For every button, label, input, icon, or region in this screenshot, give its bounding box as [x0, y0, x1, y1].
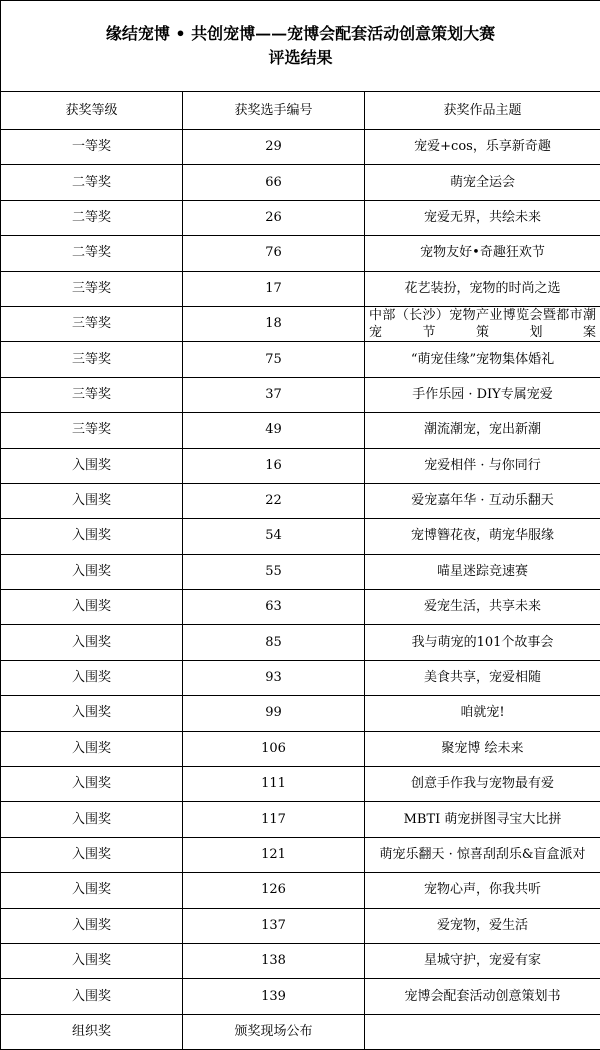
cell-theme — [365, 1014, 600, 1049]
table-row — [1, 908, 600, 943]
title-line-2: 评选结果 — [268, 48, 333, 67]
table-row — [1, 165, 600, 200]
cell-theme: 咱就宠! — [365, 696, 600, 731]
cell-number: 99 — [183, 696, 365, 731]
cell-number: 85 — [183, 625, 365, 660]
cell-theme: 宠爱+cos，乐享新奇趣 — [365, 130, 600, 165]
cell-theme: 爱宠嘉年华 · 互动乐翻天 — [365, 483, 600, 518]
cell-number: 93 — [183, 660, 365, 695]
cell-theme: MBTI 萌宠拼图寻宝大比拼 — [365, 802, 600, 837]
cell-number: 66 — [183, 165, 365, 200]
cell-number: 63 — [183, 590, 365, 625]
cell-number: 26 — [183, 200, 365, 235]
cell-number: 138 — [183, 943, 365, 978]
cell-theme: 手作乐园 · DIY专属宠爱 — [365, 377, 600, 412]
table-row — [1, 837, 600, 872]
cell-level: 组织奖 — [1, 1014, 183, 1049]
cell-theme: 创意手作我与宠物最有爱 — [365, 767, 600, 802]
cell-number: 117 — [183, 802, 365, 837]
page-title — [1, 1, 600, 92]
table-row — [1, 660, 600, 695]
table-row — [1, 271, 600, 306]
cell-level: 入围奖 — [1, 837, 183, 872]
table-row — [1, 413, 600, 448]
cell-level: 二等奖 — [1, 165, 183, 200]
cell-theme: 宠爱相伴 · 与你同行 — [365, 448, 600, 483]
cell-number: 17 — [183, 271, 365, 306]
table-row — [1, 979, 600, 1014]
title-row — [1, 1, 600, 92]
cell-theme: 宠爱无界，共绘未来 — [365, 200, 600, 235]
cell-theme: 聚宠博 绘未来 — [365, 731, 600, 766]
cell-number: 54 — [183, 519, 365, 554]
table-row — [1, 236, 600, 271]
cell-number: 75 — [183, 342, 365, 377]
table-row — [1, 377, 600, 412]
table-row — [1, 802, 600, 837]
cell-number: 121 — [183, 837, 365, 872]
cell-level: 二等奖 — [1, 236, 183, 271]
cell-theme: 中部（长沙）宠物产业博览会暨都市潮宠节策划案 — [365, 306, 600, 341]
table-row — [1, 1014, 600, 1049]
cell-number: 49 — [183, 413, 365, 448]
cell-theme: 花艺装扮，宠物的时尚之选 — [365, 271, 600, 306]
cell-number: 55 — [183, 554, 365, 589]
table-row — [1, 342, 600, 377]
cell-theme: 宠物心声，你我共听 — [365, 873, 600, 908]
table-row — [1, 200, 600, 235]
cell-theme: 爱宠生活，共享未来 — [365, 590, 600, 625]
cell-level: 入围奖 — [1, 802, 183, 837]
cell-number: 106 — [183, 731, 365, 766]
cell-theme: 萌宠全运会 — [365, 165, 600, 200]
cell-level: 一等奖 — [1, 130, 183, 165]
title-line-1: 缘结宠博 • 共创宠博——宠博会配套活动创意策划大赛 — [105, 24, 496, 43]
cell-level: 入围奖 — [1, 731, 183, 766]
cell-level: 三等奖 — [1, 342, 183, 377]
table-row — [1, 554, 600, 589]
cell-number: 139 — [183, 979, 365, 1014]
cell-number: 29 — [183, 130, 365, 165]
cell-number: 16 — [183, 448, 365, 483]
cell-theme: 我与萌宠的101个故事会 — [365, 625, 600, 660]
cell-level: 入围奖 — [1, 908, 183, 943]
cell-level: 二等奖 — [1, 200, 183, 235]
cell-level: 入围奖 — [1, 943, 183, 978]
cell-number: 126 — [183, 873, 365, 908]
cell-theme: 宠博簪花夜，萌宠华服缘 — [365, 519, 600, 554]
table-row — [1, 767, 600, 802]
table-row — [1, 873, 600, 908]
cell-level: 入围奖 — [1, 767, 183, 802]
cell-theme: “萌宠佳缘”宠物集体婚礼 — [365, 342, 600, 377]
cell-theme: 宠物友好•奇趣狂欢节 — [365, 236, 600, 271]
table-row — [1, 625, 600, 660]
cell-theme: 星城守护，宠爱有家 — [365, 943, 600, 978]
cell-level: 入围奖 — [1, 979, 183, 1014]
cell-level: 入围奖 — [1, 625, 183, 660]
cell-level: 三等奖 — [1, 306, 183, 341]
header-number: 获奖选手编号 — [183, 92, 365, 130]
cell-number: 137 — [183, 908, 365, 943]
cell-theme: 潮流潮宠，宠出新潮 — [365, 413, 600, 448]
cell-number: 76 — [183, 236, 365, 271]
cell-level: 三等奖 — [1, 413, 183, 448]
cell-number: 37 — [183, 377, 365, 412]
table-row — [1, 731, 600, 766]
cell-level: 三等奖 — [1, 271, 183, 306]
cell-level: 入围奖 — [1, 873, 183, 908]
cell-number: 颁奖现场公布 — [183, 1014, 365, 1049]
cell-level: 入围奖 — [1, 483, 183, 518]
cell-number: 111 — [183, 767, 365, 802]
table-row — [1, 696, 600, 731]
header-theme: 获奖作品主题 — [365, 92, 600, 130]
table-row — [1, 448, 600, 483]
cell-level: 入围奖 — [1, 519, 183, 554]
header-level: 获奖等级 — [1, 92, 183, 130]
cell-level: 三等奖 — [1, 377, 183, 412]
cell-number: 22 — [183, 483, 365, 518]
header-row — [1, 92, 600, 130]
table-row — [1, 590, 600, 625]
table-row — [1, 943, 600, 978]
cell-theme: 美食共享，宠爱相随 — [365, 660, 600, 695]
cell-level: 入围奖 — [1, 554, 183, 589]
cell-level: 入围奖 — [1, 448, 183, 483]
cell-level: 入围奖 — [1, 590, 183, 625]
cell-theme: 爱宠物，爱生活 — [365, 908, 600, 943]
cell-level: 入围奖 — [1, 696, 183, 731]
cell-level: 入围奖 — [1, 660, 183, 695]
table-row — [1, 519, 600, 554]
table-row — [1, 130, 600, 165]
cell-theme: 萌宠乐翻天 · 惊喜刮刮乐&盲盒派对 — [365, 837, 600, 872]
cell-number: 18 — [183, 306, 365, 341]
table-row — [1, 306, 600, 341]
table-row — [1, 483, 600, 518]
cell-theme: 宠博会配套活动创意策划书 — [365, 979, 600, 1014]
cell-theme: 喵星迷踪竞速赛 — [365, 554, 600, 589]
